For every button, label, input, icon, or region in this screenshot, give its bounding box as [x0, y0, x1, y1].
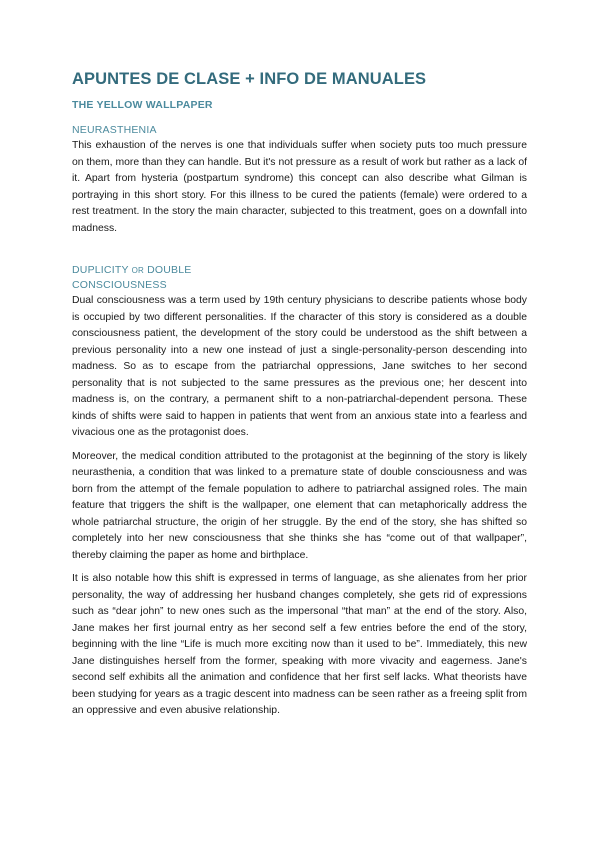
- paragraph: It is also notable how this shift is expressed in terms of language, as she alienates from her prior personality, the way of addressing her husband changes completely, she gets rid of expressions such as “dear john” to new ones such as the impersonal “that man” at the end of the story. Also, Jane makes her first journal entry as her second self a few entries before the end of the story, beginning with the line “Life is much more exciting now than it used to be”. Immediately, this new Jane distinguishes herself from the former, speaking with more vivacity and eagerness. Jane's second self exhibits all the animation and confidence that her first self lacks. What theorists have been studying for years as a tragic descent into madness can be seen rather as a freeing split from an oppressive and even abusive relationship.: [72, 573, 527, 716]
- section-heading: [72, 263, 527, 278]
- heading-text: DUPLICITY: [72, 264, 132, 276]
- heading-text-small: OR: [131, 266, 144, 275]
- document-title: APUNTES DE CLASE + INFO DE MANUALES: [72, 70, 427, 88]
- section-double-consciousness: [72, 263, 527, 720]
- document-subtitle: THE YELLOW WALLPAPER: [72, 99, 213, 111]
- paragraph: Moreover, the medical condition attributed to the protagonist at the beginning of the story is likely neurasthenia, a condition that was linked to a premature state of double consciousness and was born from the attempt of the female population to adhere to patriarchal assigned roles. The main feature that triggers the shift is the wallpaper, one element that can metaphorically address the whole patriarchal structure, the origin of her struggle. By the end of the story, she has shifted so completely into her new consciousness that she thinks she has “come out of that wallpaper”, thereby claiming the paper as home and birthplace.: [72, 450, 527, 561]
- document-page: [72, 70, 527, 727]
- paragraph: Dual consciousness was a term used by 19th century physicians to describe patients whose body is occupied by two different personalities. If the character of this story is considered as a double consciousness patient, the development of the story could be understood as the shift between a previous personality into a new one instead of just a single-personality-person descending into madness. So as to escape from the patriarchal oppressions, Jane switches to her second personality that is not subjected to the same pressures as the previous one; her descent into madness is, on the contrary, a permanent shift to a non-patriarchal-dependent persona. These kinds of shifts were said to happen in patients that went from an anxious state into a fearless and vivacious one as the protagonist does.: [72, 295, 527, 438]
- section-heading-line2: CONSCIOUSNESS: [72, 279, 167, 291]
- section-heading: NEURASTHENIA: [72, 124, 157, 136]
- heading-text: DOUBLE: [143, 264, 192, 276]
- section-neurasthenia: [72, 123, 527, 237]
- paragraph: This exhaustion of the nerves is one that individuals suffer when society puts too much pressure on them, more than they can handle. But it's not pressure as a result of work but rather as a lack of it. Apart from hysteria (postpartum syndrome) this concept can also describe what Gilman is portraying in this short story. For this illness to be cured the patients (female) were ordered to a rest treatment. In the story the main character, subjected to this treatment, goes on a downfall into madness.: [72, 140, 527, 234]
